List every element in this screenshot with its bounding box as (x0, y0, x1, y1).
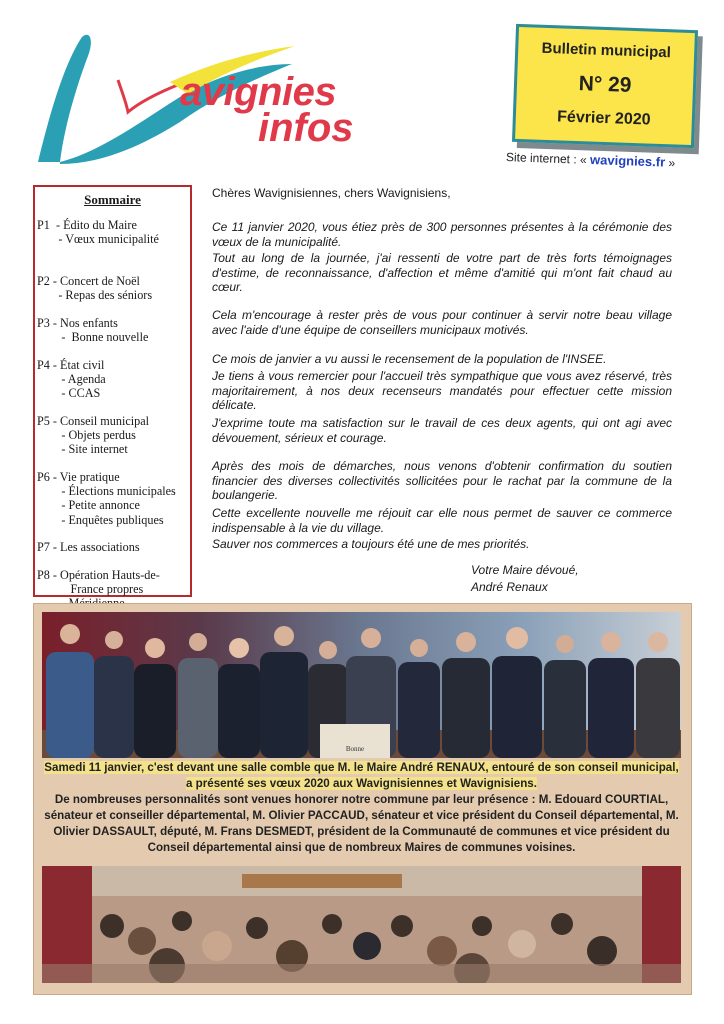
sommaire-entry (37, 414, 149, 457)
sommaire-line: - Élections municipales (37, 484, 176, 499)
sommaire-line: P8 - Opération Hauts-de- (37, 568, 160, 582)
bulletin-badge (512, 24, 698, 148)
sommaire-line: - Site internet (37, 442, 128, 457)
letter-paragraph: Je tiens à vous remercier pour l'accueil très sympathique que vous avez réservé, très majoritairement, à nos deux recenseurs mandatés pour effectuer cette mission délicate. (212, 369, 672, 412)
sommaire-line: - Petite annonce (37, 498, 140, 513)
caption-text: De nombreuses personnalités sont venues honorer notre commune par leur présence : (54, 793, 539, 806)
sommaire-line: P1 - Édito du Maire (37, 218, 137, 232)
sommaire-line: P2 - Concert de Noël (37, 274, 140, 288)
logo-sub: infos (258, 106, 354, 150)
sommaire-entry (37, 540, 140, 554)
sommaire-line: France propres (37, 582, 144, 597)
letter-paragraph: Ce 11 janvier 2020, vous étiez près de 300 personnes présentes à la cérémonie des vœux de la municipalité. (212, 220, 672, 249)
letter-greeting: Chères Wavignisiennes, chers Wavignisiens, (212, 186, 451, 200)
site-suffix: » (668, 155, 676, 170)
sommaire-line: P3 - Nos enfants (37, 316, 118, 330)
caption-name: M. Frans DESMEDT (204, 825, 311, 838)
sommaire-line: P4 - État civil (37, 358, 105, 372)
letter-closing: Votre Maire dévoué, (471, 563, 579, 577)
site-line (506, 149, 676, 170)
sommaire-line: - CCAS (37, 386, 101, 401)
officials-group-photo (42, 612, 681, 758)
sommaire-title: Sommaire (84, 192, 141, 207)
logo-w-shape (38, 35, 91, 162)
letter-paragraph: Cette excellente nouvelle me réjouit car elle nous permet de sauver ce commerce indispensable à la vie du village. (212, 506, 672, 535)
sommaire-line: P5 - Conseil municipal (37, 414, 150, 428)
sommaire-line: - Objets perdus (37, 428, 136, 443)
logo-name: avignies (180, 70, 337, 114)
bulletin-date: Février 2020 (556, 108, 651, 129)
sommaire-entry (37, 358, 106, 401)
caption-name: M. Olivier PACCAUD (252, 809, 365, 822)
sommaire-entry (37, 470, 176, 527)
letter-signature: André Renaux (471, 580, 548, 594)
caption-text: , sénateur et vice président du Conseil départemental, (364, 809, 666, 822)
sommaire-entry (37, 218, 159, 246)
letter-paragraph: J'exprime toute ma satisfaction sur le travail de ces deux agents, qui ont agi avec dévouement, sérieux et courage. (212, 416, 672, 445)
sommaire-line: - Repas des séniors (37, 288, 153, 303)
sommaire-line: P6 - Vie pratique (37, 470, 120, 484)
bulletin-title: Bulletin municipal (541, 39, 672, 62)
lectern-label: Bonne (345, 745, 365, 753)
site-prefix: Site internet : « (505, 150, 587, 167)
photo-caption (42, 760, 681, 856)
sommaire-entry (37, 274, 152, 302)
caption-name: M. Edouard COURTIAL (538, 793, 665, 806)
sommaire-line: - Bonne nouvelle (37, 330, 149, 345)
letter-paragraph: Tout au long de la journée, j'ai ressenti de votre part de très forts témoignages d'estime, de reconnaissance, d'affection et même d'amitié qui m'ont fait chaud au cœur. (212, 251, 672, 294)
sommaire-box (33, 185, 192, 597)
sommaire-line: - Agenda (37, 372, 106, 387)
sommaire-line: - Enquêtes publiques (37, 512, 164, 527)
caption-text: , député, (153, 825, 205, 838)
caption-name: M. Olivier DASSAULT (53, 809, 679, 838)
bulletin-number: N° 29 (578, 72, 632, 97)
caption-text: , président de la Communauté de communes et vice président du Conseil départemental ainsi que de nombreux Maires de communes voisines. (147, 825, 670, 854)
site-url[interactable]: wavignies.fr (589, 151, 666, 170)
sommaire-line: P7 - Les associations (37, 540, 140, 554)
letter-paragraph: Sauver nos commerces a toujours été une de mes priorités. (212, 537, 530, 551)
letter-paragraph: Cela m'encourage à rester près de vous pour continuer à servir notre beau village avec l'aide d'une équipe de conseillers municipaux motivés. (212, 308, 672, 337)
letter-paragraph: Après des mois de démarches, nous venons d'obtenir confirmation du soutien financier des diverses collectivités sollicitées pour le rachat par la commune de la boulangerie. (212, 459, 672, 502)
sommaire-line: - Vœux municipalité (37, 232, 159, 247)
sommaire-entry (37, 316, 148, 344)
caption-text: , sénateur et conseiller départemental, (44, 793, 669, 822)
caption-intro: Samedi 11 janvier, c'est devant une salle comble que M. le Maire André RENAUX, entouré de son conseil municipal, a présenté ses vœux 2020 aux Wavignisiennes et Wavignisiens. (44, 761, 679, 790)
letter-paragraph: Ce mois de janvier a vu aussi le recensement de la population de l'INSEE. (212, 352, 607, 366)
audience-hall-photo (42, 866, 681, 983)
